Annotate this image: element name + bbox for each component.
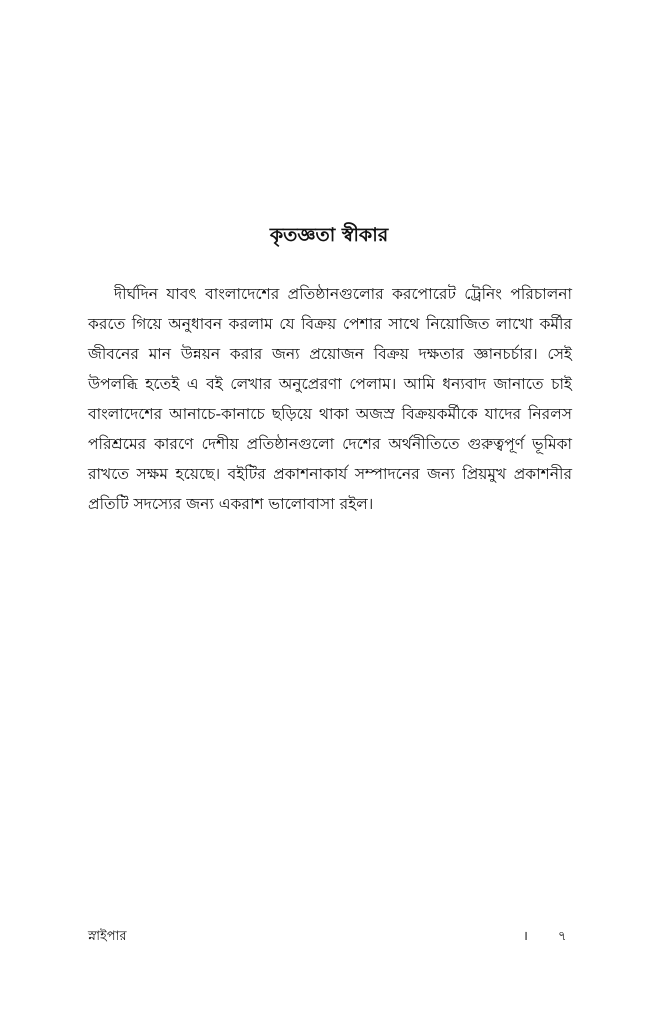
acknowledgement-paragraph: দীর্ঘদিন যাবৎ বাংলাদেশের প্রতিষ্ঠানগুলোর করপোরেট ট্রেনিং পরিচালনা করতে গিয়ে অনুধাবন করলাম যে বিক্রয় পেশার সাথে নিয়োজিত লাখো কর্মীর জীবনের মান উন্নয়ন করার জন্য প্রয়োজন বিক্রয় দক্ষতার জ্ঞানচর্চার। সেই উপলব্ধি হতেই এ বই লেখার অনুপ্রেরণা পেলাম। আমি ধন্যবাদ জানাতে চাই বাংলাদেশের আনাচে-কানাচে ছড়িয়ে থাকা অজস্র বিক্রয়কর্মীকে যাদের নিরলস পরিশ্রমের কারণে দেশীয় প্রতিষ্ঠানগুলো দেশের অর্থনীতিতে গুরুত্বপূর্ণ ভূমিকা রাখতে সক্ষম হয়েছে। বইটির প্রকাশনাকার্য সম্পাদনের জন্য প্রিয়মুখ প্রকাশনীর প্রতিটি সদস্যের জন্য একরাশ ভালোবাসা রইল। bbox=[88, 285, 572, 513]
footer-book-title: স্নাইপার bbox=[88, 929, 127, 944]
page-title: কৃতজ্ঞতা স্বীকার bbox=[269, 224, 389, 246]
page-number: ৭ bbox=[558, 929, 567, 944]
footer-divider: । bbox=[523, 929, 528, 944]
